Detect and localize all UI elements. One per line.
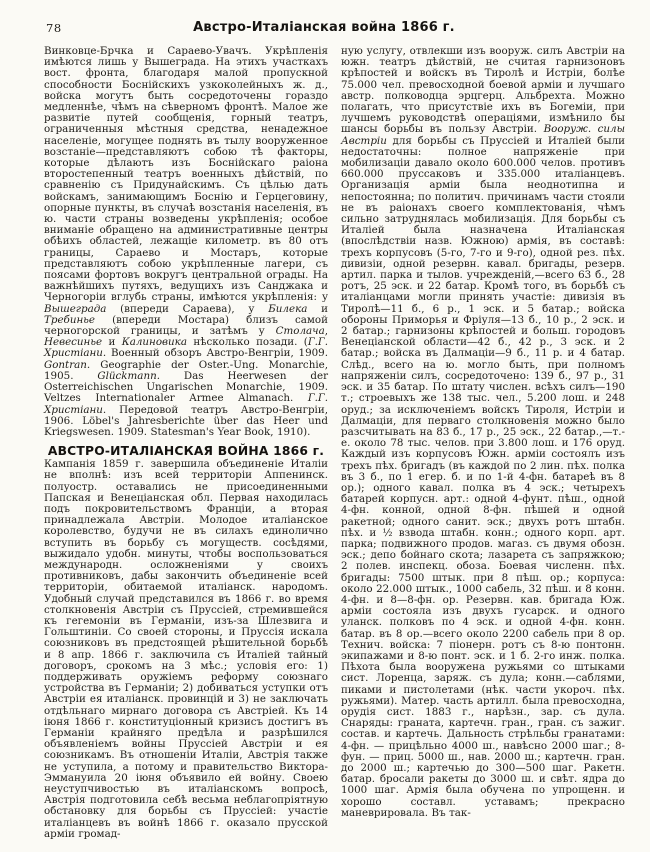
running-header (44, 20, 624, 38)
left-column (44, 46, 328, 840)
article-heading: АВСТРО-ИТАЛІАНСКАЯ ВОЙНА 1866 г. (47, 444, 325, 459)
article-first-paragraph: Кампанія 1859 г. завершила объединеніе Италіи не вполнѣ: изъ всей территоріи Аппенинск. полуостр. оставались не присоединенными Папская и Венеціанская обл. Первая находилась подъ покровительствомъ Франціи, а вторая принадлежала Австріи. Молодое италіанское королевство, будучи не въ силахъ единолично вступить въ борьбу съ могуществ. сосѣдями, выжидало удобн. минуты, чтобы воспользоваться международн. осложненіями у своихъ противниковъ, дабы закончить объединеніе всей территоріи, обитаемой италіанск. народомъ. Удобный случай представился въ 1866 г. во время столкновенія Австріи съ Пруссіей, стремившейся къ гегемоніи въ Германіи, изъ-за Шлезвига и Гольштиніи. Со своей стороны, и Пруссія искала союзниковъ въ предстоящей рѣшительной борьбѣ и 8 апр. 1866 г. заключила съ Италіей тайный договоръ, срокомъ на 3 мѣс.; условія его: 1) поддерживать оружіемъ реформу союзнаго устройства въ Германіи; 2) добиваться уступки отъ Австріи ея италіанск. провинцій и 3) не заключать отдѣльнаго мирнаго договора съ Австріей. Къ 14 іюня 1866 г. конституціонный кризисъ достигъ въ Германіи крайняго предѣла и разрѣшился объявленіемъ войны Пруссіей Австріи и ея союзникамъ. Въ отношеніи Италіи, Австрія также не уступила, а потому и правительство Виктора-Эммануила 20 іюня объявило ей войну. Своею неуступчивостью въ италіанскомъ вопросѣ, Австрія подготовила себѣ весьма неблагопріятную обстановку для борьбы съ Пруссіей: участіе италіанцевъ въ войнѣ 1866 г. оказало прусской арміи громад- (44, 458, 328, 840)
running-title: Австро-Италіанская война 1866 г. (193, 20, 455, 35)
right-column (341, 46, 625, 840)
text-columns (44, 46, 624, 840)
right-column-paragraph: ную услугу, отвлекши изъ вооруж. силъ Австріи на южн. театръ дѣйствій, не считая гарнизоновъ крѣпостей и войскъ въ Тиролѣ и Истріи, болѣе 75.000 чел. превосходной боевой арміи и лучшаго австр. полководца эрцгерц. Альбрехта. Можно полагать, что присутствіе ихъ въ Богеміи, при лучшемъ руководствѣ операціями, измѣнило бы шансы борьбы въ пользу Австріи. Вооруж. силы Австріи для борьбы съ Пруссіей и Италіей были недостаточны: полное напряженіе при мобилизаціи давало около 600.000 челов. противъ 660.000 пруссаковъ и 335.000 италіанцевъ. Организація арміи была неоднотипна и непостоянна; по политич. причинамъ части стояли не въ раіонахъ своего комплектованія, чѣмъ сильно затруднялась мобилизація. Для борьбы съ Италіей была назначена Италіанская (впослѣдствіи назв. Южною) армія, въ составѣ: трехъ корпусовъ (5-го, 7-го и 9-го), одной рез. пѣх. дивизіи, одной резервн. кавал. бригады, резерв. артил. парка и тылов. учрежденій,—всего 63 б., 28 ротъ, 25 эск. и 22 батар. Кромѣ того, въ борьбѣ съ италіанцами могли принять участіе: дивизія въ Тиролѣ—11 б., 6 р., 1 эск. и 5 батар.; войска обороны Приморья и Фріуля—13 б., 10 р., 2 эск. и 2 батар.; гарнизоны крѣпостей и больш. городовъ Венеціанской области—42 б., 42 р., 3 эск. и 2 батар.; войска въ Далмаціи—9 б., 11 р. и 4 батар. Слѣд., всего на ю. могло быть, при полномъ напряженіи силъ, сосредоточено: 139 б., 97 р., 31 эск. и 35 батар. По штату числен. всѣхъ силъ—190 т.; строевыхъ же 138 тыс. чел., 5.200 лош. и 248 оруд.; за исключеніемъ войскъ Тироля, Истріи и Далмаціи, для перваго столкновенія можно было разсчитывать на 83 б., 17 р., 25 эск., 22 батар.,—т.-е. около 78 тыс. челов. при 3.800 лош. и 176 оруд. Каждый изъ корпусовъ Южн. арміи состоялъ изъ трехъ пѣх. бригадъ (въ каждой по 2 лин. пѣх. полка въ 3 б., по 1 егер. б. и по 1-й 4-фн. батареѣ въ 8 ор.); одного кавал. полка въ 4 эск.; четырехъ батарей корпусн. арт.: одной 4-фунт. пѣш., одной 4-фн. конной, одной 8-фн. пѣшей и одной ракетной; одного санит. эск.; двухъ ротъ штабн. пѣх. и ½ взвода штабн. конн.; одного корп. арт. парка; подвижного продов. магаз. съ двумя обозн. эск.; депо бойнаго скота; лазарета съ запряжкою; 2 полев. инспекц. обоза. Боевая численн. пѣх. бригады: 7500 штык. при 8 пѣш. ор.; корпуса: около 22.000 штык., 1000 сабель, 32 пѣш. и 8 конн. 4-фн. и 8—8-фн. ор. Резервн. кав. бригада Юж. арміи состояла изъ двухъ гусарск. и одного уланск. полковъ по 4 эск. и одной 4-фн. конн. батар. въ 8 ор.—всего около 2200 сабель при 8 ор. Технич. войска: 7 піонерн. ротъ съ 8-ю понтонн. экипажами и 8-ю понт. эск. и 1 б. 2-го инж. полка. Пѣхота была вооружена ружьями со штыками сист. Лоренца, заряж. съ дула; конн.—саблями, пиками и пистолетами (нѣк. части укороч. пѣх. ружьями). Матер. часть артилл. была превосходна, орудія сист. 1883 г., нарѣзн., зар. съ дула. Снаряды: граната, картечн. гран., гран. съ зажиг. состав. и картечь. Дальность стрѣльбы гранатами: 4-фн. — прицѣльно 4000 ш., навѣсно 2000 шаг.; 8-фун. — приц. 5000 ш., нав. 2000 ш.; картечн. гран. до 2000 ш.; картечью до 300—500 шаг. Ракетн. батар. бросали ракеты до 3000 ш. и свѣт. ядра до 1000 шаг. Армія была обучена по упрощенн. и хорошо составл. уставамъ; прекрасно маневрировала. Въ так- (341, 45, 625, 819)
page-number: 78 (46, 21, 62, 35)
continuation-paragraph: Винковце-Брчка и Сараево-Увачъ. Укрѣпленія имѣются лишь у Вышеграда. На этихъ участкахъ вост. фронта, благодаря малой пропускной способности Боснійскихъ узкоколейныхъ ж. д., войска могутъ быть сосредоточены гораздо медленнѣе, чѣмъ на сѣверномъ фронтѣ. Малое же развитіе путей сообщенія, горный театръ, ограниченныя мѣстныя средства, ненадежное населеніе, могущее поднять въ тылу вооруженное возстаніе—представляютъ собою тѣ факторы, которые дѣлаютъ изъ Боснійскаго раіона второстепенный театръ военныхъ дѣйствій, по сравненію съ Придунайскимъ. Съ цѣлью дать войскамъ, занимающимъ Боснію и Герцеговину, опорные пункты, въ случаѣ возстанія населенія, въ ю. части страны возведены укрѣпленія; особое вниманіе обращено на административные центры обѣихъ областей, лежащіе километр. въ 80 отъ границы, Сараево и Мостаръ, которые представляютъ собою укрѣпленные лагери, съ поясами фортовъ вокругъ центральной ограды. На важнѣйшихъ путяхъ, ведущихъ изъ Санджака и Черногоріи вглубь страны, имѣются укрѣпленія: у Вышеграда (впереди Сараева), у Билека и Требинье (впереди Мостара) близъ самой черногорской границы, и затѣмъ у Столача, Невесинье и Калиновика нѣсколько позади. (Г.Г. Христіани. Военный обзоръ Австро-Венгріи, 1909. Gontran. Geographie der Oster.-Ung. Monarchie, 1905. Glückmann. Das Heerwesen der Osterreichischen Ungarischen Monarchie, 1909. Veltzes Internationaler Armee Almanach. Г.Г. Христіани. Передовой театръ Австро-Венгріи, 1906. Löbel's Jahresberichte über das Heer und Kriegswesen. 1909. Statesman's Year Book, 1910). (44, 45, 329, 438)
